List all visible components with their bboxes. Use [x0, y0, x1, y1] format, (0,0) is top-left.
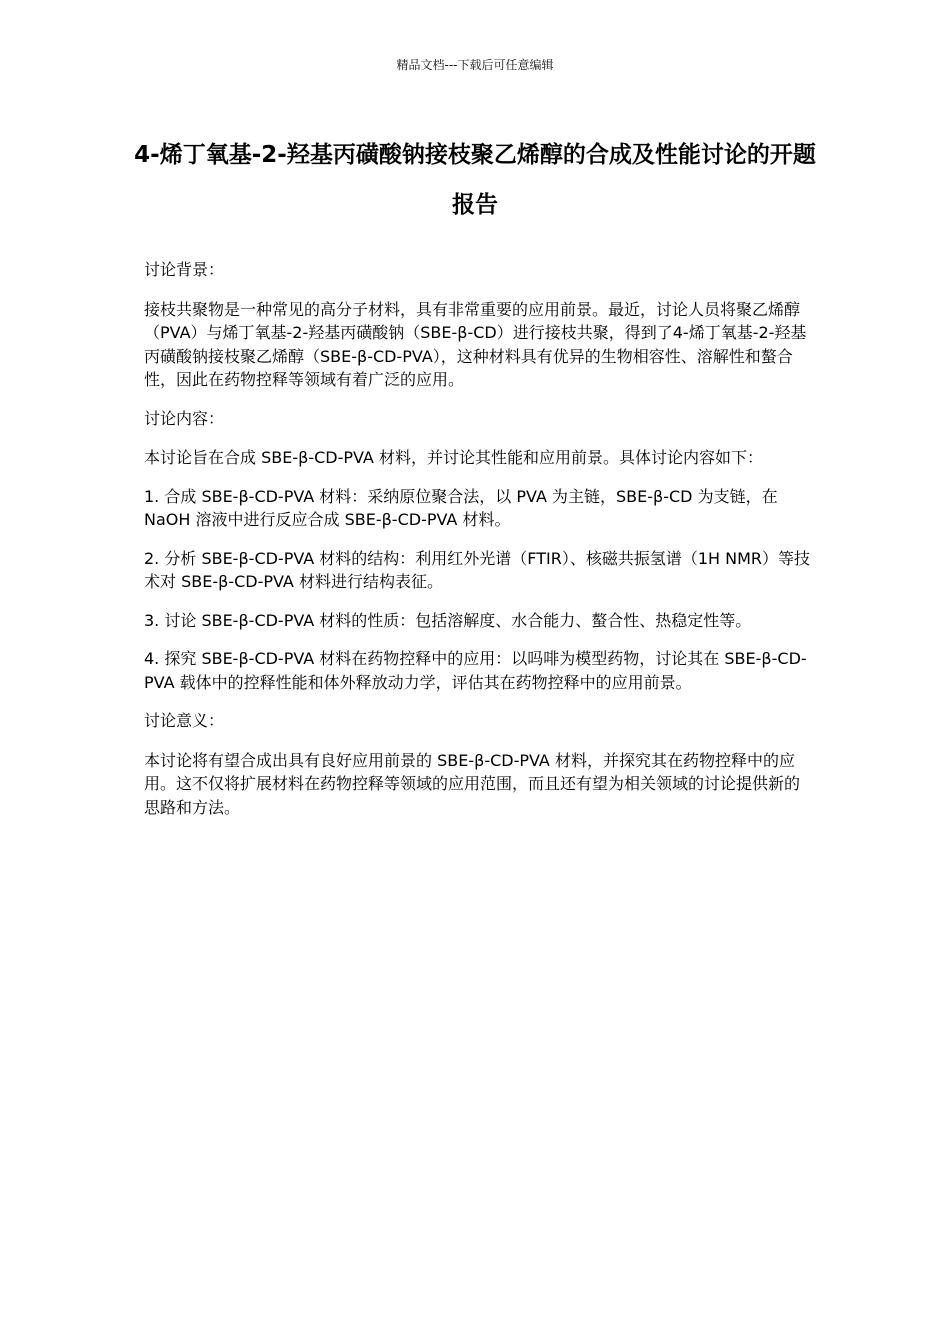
background-heading: 讨论背景：: [144, 260, 225, 279]
content-item-1: 1. 合成 SBE-β-CD-PVA 材料：采纳原位聚合法，以 PVA 为主链，SBE-β-CD 为支链，在 NaOH 溶液中进行反应合成 SBE-β-CD-PVA 材料。: [144, 486, 778, 529]
document-body: [144, 258, 812, 834]
content-item-2: 2. 分析 SBE-β-CD-PVA 材料的结构：利用红外光谱（FTIR）、核磁共振氢谱（1H NMR）等技术对 SBE-β-CD-PVA 材料进行结构表征。: [144, 548, 811, 591]
significance-paragraph: 本讨论将有望合成出具有良好应用前景的 SBE-β-CD-PVA 材料，并探究其在药物控释中的应用。这不仅将扩展材料在药物控释等领域的应用范围，而且还有望为相关领域的讨论提供新的思路和方法。: [144, 750, 801, 817]
page-header: 精品文档---下载后可任意编辑: [396, 58, 554, 72]
background-paragraph: 接枝共聚物是一种常见的高分子材料，具有非常重要的应用前景。最近，讨论人员将聚乙烯醇（PVA）与烯丁氧基-2-羟基丙磺酸钠（SBE-β-CD）进行接枝共聚，得到了4-烯丁氧基-2-羟基丙磺酸钠接枝聚乙烯醇（SBE-β-CD-PVA），这种材料具有优异的生物相容性、溶解性和螯合性，因此在药物控释等领域有着广泛的应用。: [144, 299, 807, 389]
significance-heading: 讨论意义：: [144, 711, 225, 730]
content-heading: 讨论内容：: [144, 408, 225, 428]
content-item-4: 4. 探究 SBE-β-CD-PVA 材料在药物控释中的应用：以吗啡为模型药物，讨论其在 SBE-β-CD-PVA 载体中的控释性能和体外释放动力学，评估其在药物控释中的应用前景。: [144, 649, 807, 692]
document-title: 4-烯丁氧基-2-羟基丙磺酸钠接枝聚乙烯醇的合成及性能讨论的开题报告: [134, 142, 816, 218]
content-intro-paragraph: 本讨论旨在合成 SBE-β-CD-PVA 材料，并讨论其性能和应用前景。具体讨论内容如下：: [144, 448, 763, 467]
content-item-3: 3. 讨论 SBE-β-CD-PVA 材料的性质：包括溶解度、水合能力、螯合性、热稳定性等。: [144, 610, 752, 630]
